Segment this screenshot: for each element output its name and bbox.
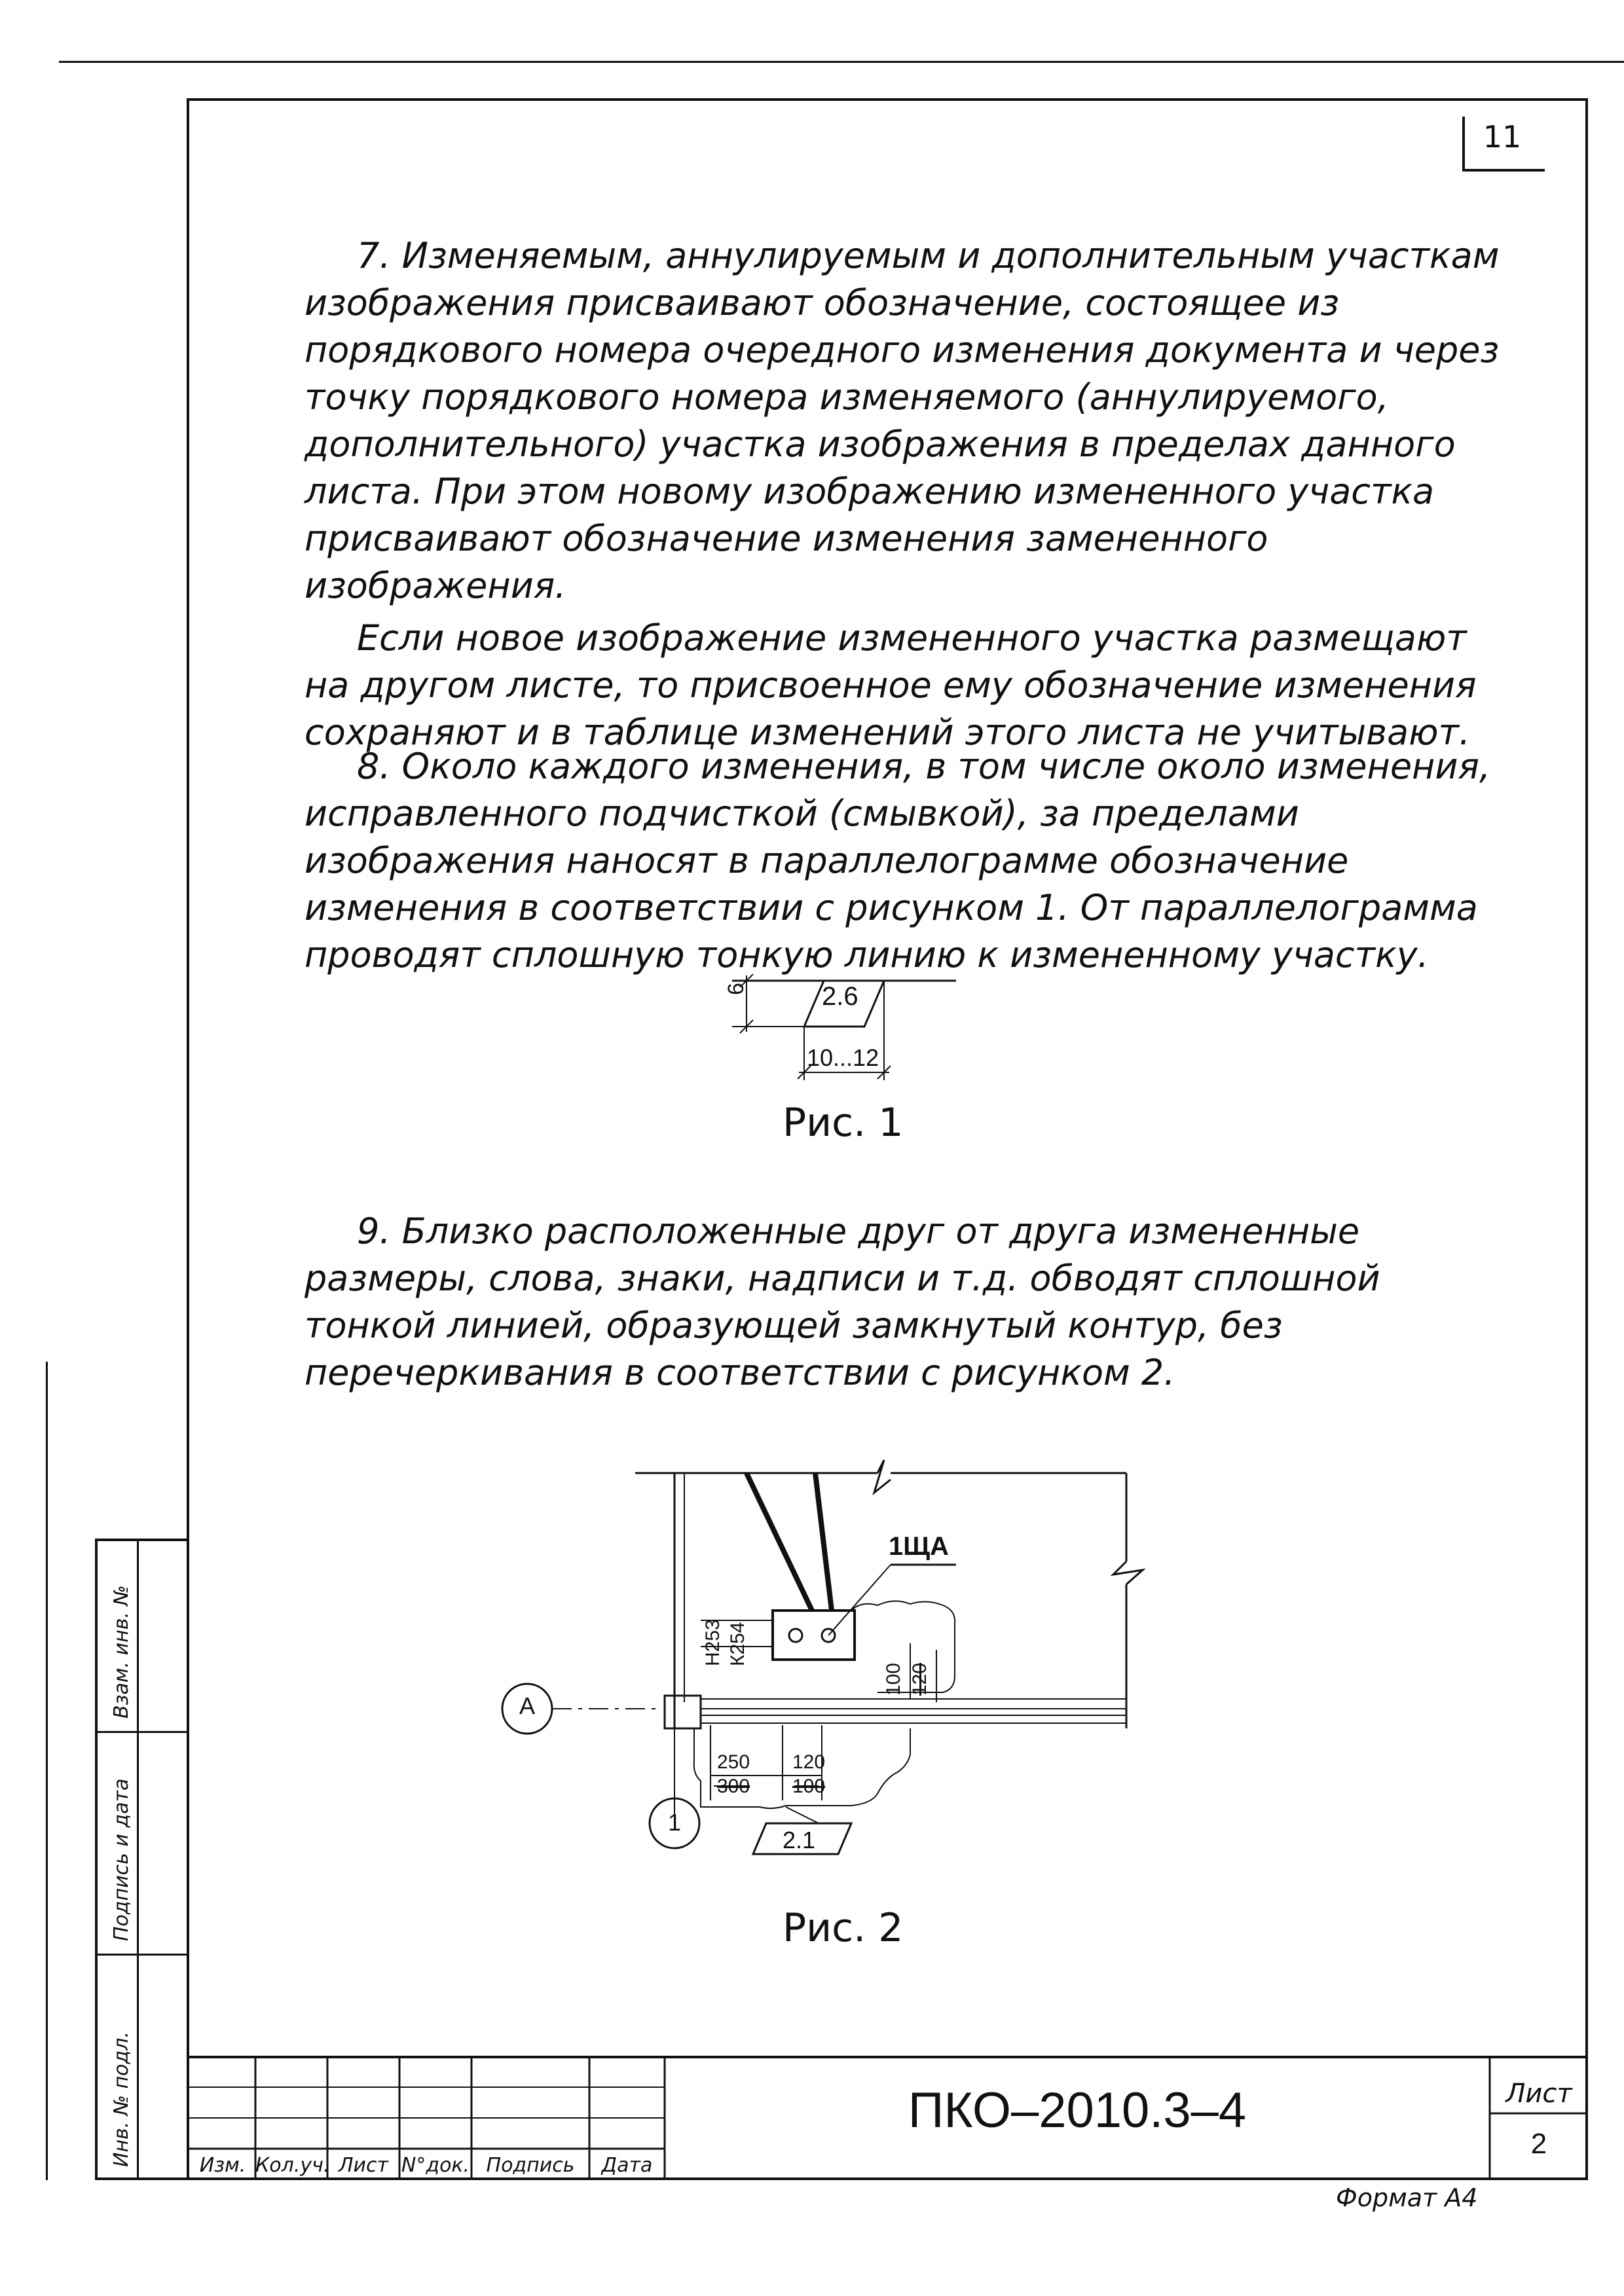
left-guide-line (46, 1362, 48, 2180)
paragraph-7 (304, 232, 1522, 756)
side-label-vzam: Взам. инв. № (110, 1585, 133, 1719)
stamp-col-podpis: Подпись (486, 2154, 575, 2177)
fig1-dim-width: 10...12 (807, 1044, 879, 1071)
fig1-dim-height: 6 (724, 983, 748, 995)
doc-code: ПКО–2010.3–4 (908, 2083, 1247, 2138)
fig1-caption: Рис. 1 (783, 1100, 904, 1146)
fig2-dim-bottom-a-old: 300 (717, 1776, 750, 1797)
side-label-inv: Инв. № подл. (110, 2032, 133, 2167)
stamp-col-list: Лист (338, 2154, 389, 2177)
fig2-axis-1: 1 (667, 1809, 682, 1836)
fig2-top-label: 1ЩА (889, 1532, 949, 1561)
fig2-caption: Рис. 2 (783, 1905, 904, 1951)
fig2-change-label: 2.1 (783, 1827, 816, 1853)
stamp-col-data: Дата (601, 2154, 653, 2177)
stamp-sheet-value: 2 (1530, 2128, 1547, 2160)
figure-2 (485, 1453, 1179, 1859)
stamp-col-koluch: Кол.уч. (255, 2154, 330, 2177)
side-label-podpis: Подпись и дата (110, 1778, 133, 1941)
fig2-dim-right-old: 120 (909, 1662, 931, 1696)
fig2-dim-bottom-b-old: 100 (792, 1776, 826, 1797)
fig2-dim-left-b: К254 (727, 1622, 748, 1666)
top-rule (59, 61, 1624, 63)
stamp-col-izm: Изм. (199, 2154, 246, 2177)
side-stamp (95, 1539, 189, 2180)
format-label: Формат А4 (1336, 2183, 1478, 2212)
fig2-dim-right-new: 100 (883, 1662, 904, 1696)
fig1-label: 2.6 (822, 982, 858, 1011)
fig2-dim-left-a: Н253 (702, 1619, 724, 1666)
top-sheet-number: 11 (1483, 119, 1522, 155)
fig2-dim-bottom-a-new: 250 (717, 1751, 750, 1773)
paragraph-8-text: 8. Около каждого изменения, в том числе около изменения, исправленного подчисткой (смывкой), за пределами изображения наносят в параллелограмме обозначение изменения в соответствии с рисунком 1. От параллелограмма проводят сплошную тонкую линию к измененному участку. (304, 746, 1491, 975)
paragraph-7b-text: Если новое изображение измененного участка размещают на другом листе, то присвоенное ему обозначение изменения сохраняют и в таблице изменений этого листа не учитывают. (304, 617, 1477, 753)
fig2-dim-bottom-b-new: 120 (792, 1751, 826, 1773)
stamp-sheet-label: Лист (1505, 2079, 1572, 2109)
fig2-axis-a: А (519, 1692, 535, 1719)
stamp-col-ndok: N°док. (401, 2154, 470, 2177)
paragraph-7-text: 7. Изменяемым, аннулируемым и дополнительным участкам изображения присваивают обозначение, состоящее из порядкового номера очередного изменения документа и через точку порядкового номера изменяемого (аннулируемого, дополнительного) участка изображения в пределах данного листа. При этом новому изображению измененного участка присваивают обозначение изменения замененного изображения. (304, 235, 1500, 606)
paragraph-8 (304, 743, 1522, 979)
paragraph-9 (304, 1208, 1522, 1396)
paragraph-9-text: 9. Близко расположенные друг от друга измененные размеры, слова, знаки, надписи и т.д. обводят сплошной тонкой линией, образующей замкнутый контур, без перечеркивания в соответствии с рисунком 2. (304, 1211, 1380, 1393)
